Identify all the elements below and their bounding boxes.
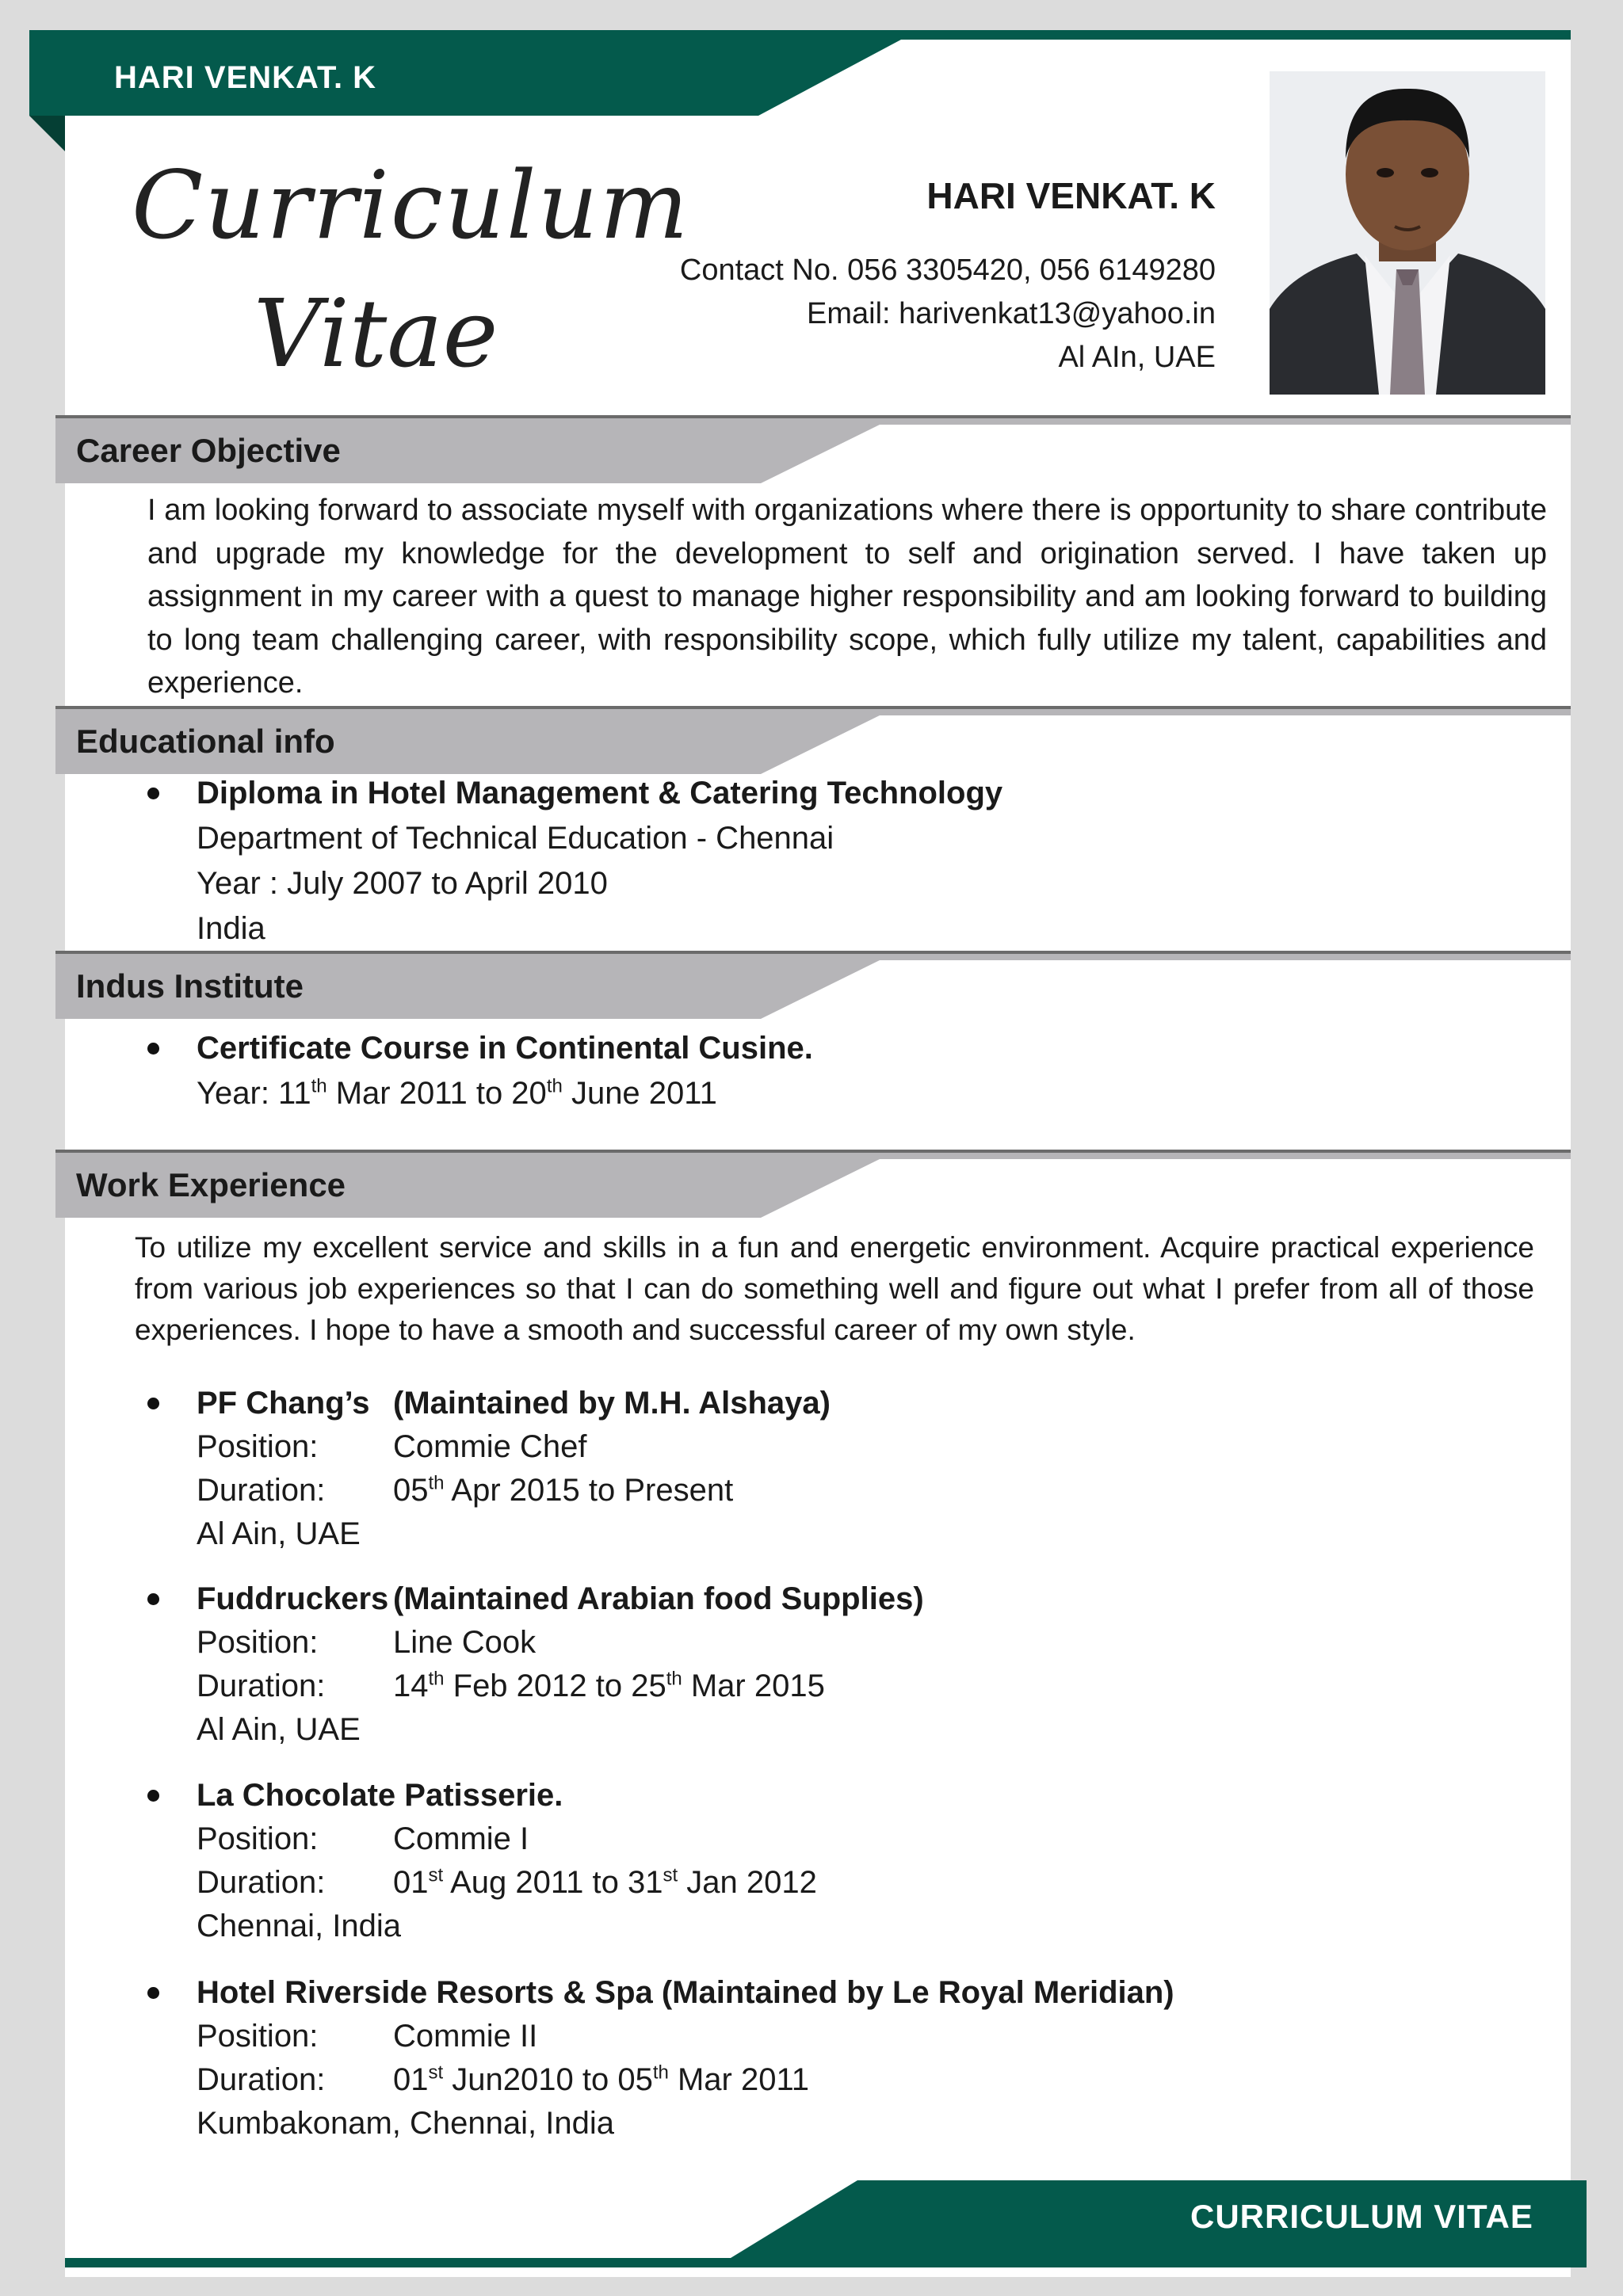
position-label: Position: bbox=[197, 1625, 319, 1660]
position-label: Position: bbox=[197, 1821, 319, 1856]
contact-location: Al AIn, UAE bbox=[1058, 341, 1216, 374]
section-header-indus bbox=[55, 951, 1571, 1019]
footer-label: CURRICULUM VITAE bbox=[1190, 2198, 1533, 2235]
job-location: Chennai, India bbox=[197, 1909, 401, 1943]
cv-title-line2: Vitae bbox=[254, 279, 498, 388]
section-header-education bbox=[55, 706, 1571, 774]
job-maintained: (Maintained Arabian food Supplies) bbox=[393, 1581, 924, 1616]
contact-phone: Contact No. 056 3305420, 056 6149280 bbox=[679, 254, 1216, 287]
section-title: Work Experience bbox=[76, 1166, 346, 1203]
section-header-work bbox=[55, 1150, 1571, 1218]
indus-course: Certificate Course in Continental Cusine. bbox=[197, 1031, 813, 1066]
work-intro-text: To utilize my excellent service and skills in a fun and energetic environment. Acquire practical experience from various job experiences so that I can do something well and figure out what I prefer from all of those experiences. I hope to have a smooth and successful career of my own style. bbox=[135, 1231, 1534, 1346]
education-department: Department of Technical Education - Chennai bbox=[197, 821, 834, 856]
section-title: Indus Institute bbox=[76, 967, 304, 1005]
indus-year: Year: 11th Mar 2011 to 20th June 2011 bbox=[197, 1075, 717, 1111]
banner-name: HARI VENKAT. K bbox=[114, 60, 377, 95]
job-location: Al Ain, UAE bbox=[197, 1712, 361, 1747]
job-duration: 14th Feb 2012 to 25th Mar 2015 bbox=[393, 1668, 825, 1703]
job-duration: 01st Aug 2011 to 31st Jan 2012 bbox=[393, 1864, 817, 1900]
duration-label: Duration: bbox=[197, 2062, 326, 2097]
job-location: Al Ain, UAE bbox=[197, 1516, 361, 1551]
job-location: Kumbakonam, Chennai, India bbox=[197, 2106, 614, 2141]
job-company: Fuddruckers bbox=[197, 1581, 389, 1616]
job-company: PF Chang’s bbox=[197, 1386, 370, 1421]
education-country: India bbox=[197, 911, 265, 946]
education-course: Diploma in Hotel Management & Catering Technology bbox=[197, 776, 1003, 810]
cv-title-line1: Curriculum bbox=[132, 151, 690, 260]
duration-label: Duration: bbox=[197, 1669, 326, 1703]
position-label: Position: bbox=[197, 2019, 319, 2054]
education-year: Year : July 2007 to April 2010 bbox=[197, 866, 608, 901]
section-title: Career Objective bbox=[76, 432, 341, 469]
job-maintained: (Maintained by M.H. Alshaya) bbox=[393, 1386, 831, 1421]
section-header-career bbox=[55, 415, 1571, 483]
job-company: La Chocolate Patisserie. bbox=[197, 1778, 563, 1813]
job-position: Line Cook bbox=[393, 1625, 537, 1660]
header-name: HARI VENKAT. K bbox=[926, 175, 1216, 216]
duration-label: Duration: bbox=[197, 1473, 326, 1508]
job-company: Hotel Riverside Resorts & Spa (Maintained by Le Royal Meridian) bbox=[197, 1975, 1174, 2010]
contact-email: Email: harivenkat13@yahoo.in bbox=[807, 297, 1216, 330]
profile-photo bbox=[1270, 71, 1545, 395]
position-label: Position: bbox=[197, 1429, 319, 1464]
career-objective-text: I am looking forward to associate myself with organizations where there is opportunity to share contribute and upgrade my knowledge for the development to self and origination served. I have taken up assignment in my career with a quest to manage higher responsibility and am looking forward to building to long team challenging career, with responsibility scope, which fully utilize my talent, capabilities and experience. bbox=[147, 494, 1547, 700]
job-position: Commie II bbox=[393, 2019, 538, 2054]
job-duration: 05th Apr 2015 to Present bbox=[393, 1472, 734, 1508]
job-position: Commie Chef bbox=[393, 1429, 587, 1464]
job-position: Commie I bbox=[393, 1821, 529, 1856]
banner-fold bbox=[29, 116, 65, 151]
job-duration: 01st Jun2010 to 05th Mar 2011 bbox=[393, 2061, 809, 2097]
section-title: Educational info bbox=[76, 723, 335, 760]
duration-label: Duration: bbox=[197, 1865, 326, 1900]
